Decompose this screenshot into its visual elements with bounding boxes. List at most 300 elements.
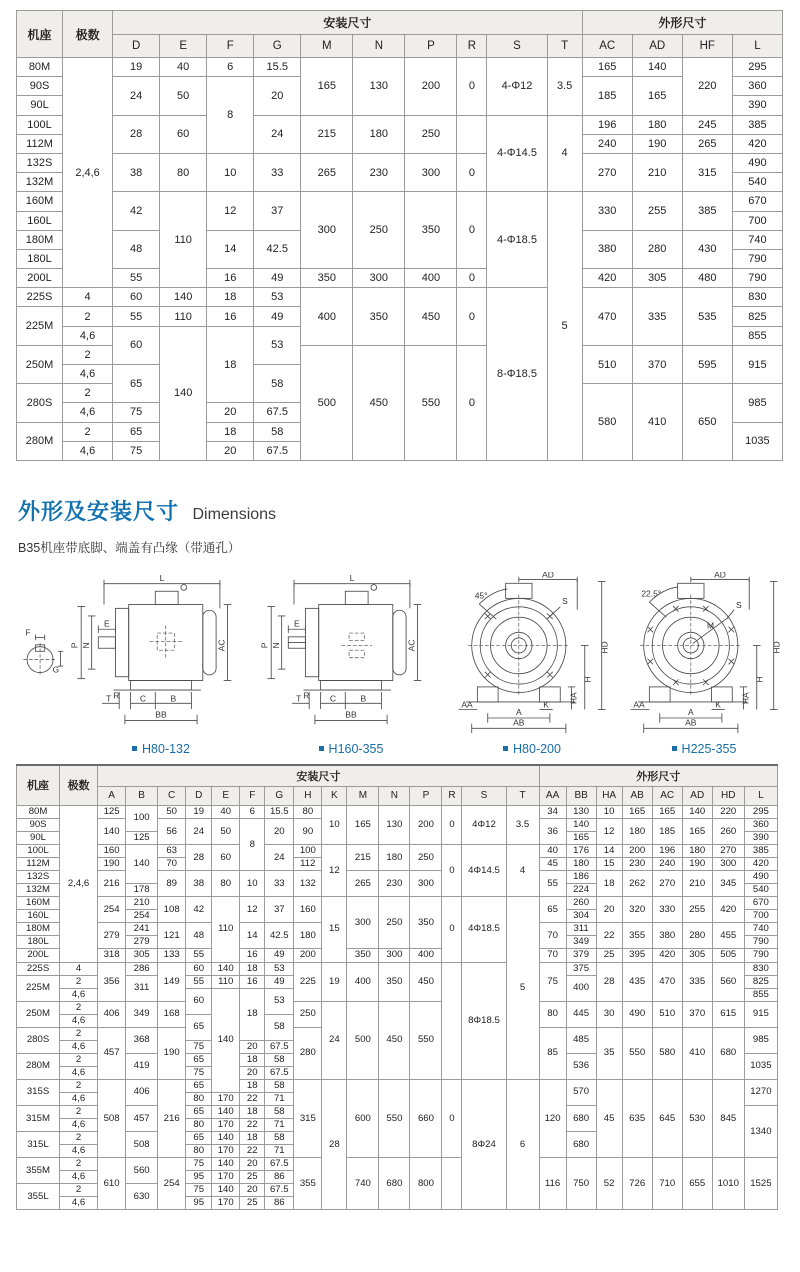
cell-BB: 311	[566, 923, 596, 936]
cell-H: 160	[294, 897, 322, 923]
cell-AC: 270	[652, 871, 682, 897]
cell-AD: 140	[682, 805, 712, 818]
dim-label-a: A	[515, 707, 522, 718]
cell-H: 112	[294, 858, 322, 871]
cell-HD: 615	[712, 1001, 744, 1027]
header-cell: 外形尺寸	[582, 11, 782, 35]
cell-P: 300	[410, 871, 442, 897]
dim-label-t: T	[106, 693, 112, 704]
cell-HA: 25	[596, 949, 622, 962]
dim-label-h: H	[754, 676, 765, 683]
motor-front-view-225	[618, 572, 790, 734]
cell-AD: 165	[632, 77, 682, 115]
cell-AC: 270	[582, 153, 632, 191]
cell-HA: 35	[596, 1027, 622, 1079]
cell-poles: 2	[63, 345, 113, 364]
cell-frame: 280M	[17, 1053, 60, 1079]
cell-frame: 160L	[17, 211, 63, 230]
cell-AC: 330	[582, 192, 632, 230]
dim-label-n: N	[80, 642, 91, 649]
cell-L: 670	[744, 897, 777, 910]
cell-L: 790	[732, 269, 782, 288]
cell-S: 4Φ12	[462, 805, 506, 844]
cell-AC: 510	[582, 345, 632, 383]
header-cell: G	[254, 35, 301, 58]
cell-HA: 22	[596, 923, 622, 949]
cell-frame: 160M	[17, 897, 60, 910]
cell-H: 280	[294, 1027, 322, 1079]
cell-D: 60	[186, 962, 212, 975]
cell-B: 305	[126, 949, 158, 962]
cell-A: 356	[98, 962, 126, 1001]
cell-G: 49	[265, 949, 294, 962]
cell-R: 0	[457, 269, 487, 288]
cell-HA: 18	[596, 871, 622, 897]
cell-AC: 710	[652, 1158, 682, 1210]
cell-frame: 112M	[17, 134, 63, 153]
cell-H: 250	[294, 1001, 322, 1027]
cell-M: 265	[347, 871, 379, 897]
cell-P: 300	[405, 153, 457, 191]
cell-F: 25	[240, 1197, 265, 1210]
header-cell: E	[212, 786, 240, 805]
cell-F: 6	[207, 58, 254, 77]
header-cell: B	[126, 786, 158, 805]
cell-AD: 140	[632, 58, 682, 77]
cell-P: 800	[410, 1158, 442, 1210]
dim-label-hd: HD	[599, 641, 610, 654]
cell-G: 71	[265, 1145, 294, 1158]
cell-frame: 100L	[17, 115, 63, 134]
cell-frame: 132S	[17, 871, 60, 884]
dim-label-h: H	[582, 676, 593, 683]
cell-F: 20	[207, 403, 254, 422]
cell-N: 450	[379, 1001, 410, 1079]
header-cell: AC	[582, 35, 632, 58]
shaft-section-drawing-wrap	[16, 624, 66, 691]
cell-B: 241	[126, 923, 158, 936]
header-cell: R	[457, 35, 487, 58]
header-cell: 外形尺寸	[539, 765, 777, 787]
cell-AA: 34	[539, 805, 566, 818]
cell-T: 5	[506, 897, 539, 1080]
cell-H: 100	[294, 845, 322, 858]
cell-poles: 2,4,6	[60, 805, 98, 962]
cell-T: 4	[506, 845, 539, 897]
cell-D: 55	[113, 307, 160, 326]
cell-L: 420	[732, 134, 782, 153]
cell-frame: 225M	[17, 975, 60, 1001]
cell-AB: 320	[622, 897, 652, 923]
cell-B: 349	[126, 1001, 158, 1027]
caption-h160-355: H160-355	[256, 742, 446, 756]
cell-S: 4Φ14.5	[462, 845, 506, 897]
cell-G: 33	[265, 871, 294, 897]
cell-P: 450	[410, 962, 442, 1001]
header-cell: P	[405, 35, 457, 58]
cell-frame: 250M	[17, 1001, 60, 1027]
cell-P: 400	[405, 269, 457, 288]
cell-D: 48	[186, 923, 212, 949]
cell-D: 42	[186, 897, 212, 923]
cell-F: 18	[240, 1132, 265, 1145]
cell-frame: 180M	[17, 230, 63, 249]
cell-frame: 180L	[17, 936, 60, 949]
header-cell: 极数	[63, 11, 113, 58]
cell-G: 67.5	[254, 403, 301, 422]
cell-P: 350	[410, 897, 442, 949]
cell-poles: 4,6	[60, 988, 98, 1001]
dim-label-n: N	[270, 642, 281, 649]
cell-H: 90	[294, 818, 322, 844]
cell-HD: 680	[712, 1027, 744, 1079]
cell-B: 311	[126, 975, 158, 1001]
cell-N: 130	[379, 805, 410, 844]
cell-D: 60	[186, 988, 212, 1014]
cell-A: 318	[98, 949, 126, 962]
header-cell: 机座	[17, 11, 63, 58]
cell-L: 855	[744, 988, 777, 1001]
header-cell: G	[265, 786, 294, 805]
cell-AD: 370	[632, 345, 682, 383]
header-cell: D	[113, 35, 160, 58]
cell-L: 740	[732, 230, 782, 249]
cell-D: 24	[113, 77, 160, 115]
cell-E: 60	[160, 115, 207, 153]
cell-BB: 176	[566, 845, 596, 858]
cell-P: 550	[405, 345, 457, 460]
cell-G: 20	[265, 818, 294, 844]
cell-D: 19	[113, 58, 160, 77]
header-cell: 安装尺寸	[98, 765, 539, 787]
cell-N: 680	[379, 1158, 410, 1210]
cell-G: 86	[265, 1197, 294, 1210]
dim-label-e: E	[293, 618, 300, 629]
cell-M: 350	[347, 949, 379, 962]
cell-R: 0	[457, 58, 487, 116]
cell-N: 230	[379, 871, 410, 897]
cell-E: 50	[160, 77, 207, 115]
cell-AC: 645	[652, 1079, 682, 1157]
cell-AD: 255	[632, 192, 682, 230]
cell-F: 20	[240, 1040, 265, 1053]
cell-F: 18	[240, 988, 265, 1040]
cell-AD: 165	[682, 818, 712, 844]
cell-N: 250	[379, 897, 410, 949]
cell-R: 0	[457, 192, 487, 269]
cell-HA: 30	[596, 1001, 622, 1027]
cell-P: 450	[405, 288, 457, 346]
dim-label-c: C	[329, 693, 337, 704]
dim-label-hd: HD	[771, 641, 782, 654]
cell-L: 915	[744, 1001, 777, 1027]
cell-poles: 2	[63, 422, 113, 441]
cell-F: 10	[207, 153, 254, 191]
cell-G: 67.5	[265, 1040, 294, 1053]
cell-G: 49	[254, 307, 301, 326]
cell-HD: 345	[712, 871, 744, 897]
cell-G: 71	[265, 1119, 294, 1132]
cell-AC: 185	[582, 77, 632, 115]
cell-F: 16	[207, 269, 254, 288]
dim-label-p: P	[259, 642, 270, 649]
bottom-dimension-table-section	[16, 764, 787, 1210]
header-cell: D	[186, 786, 212, 805]
cell-L: 490	[744, 871, 777, 884]
cell-BB: 375	[566, 962, 596, 975]
cell-L: 390	[732, 96, 782, 115]
cell-B: 508	[126, 1132, 158, 1158]
header-cell: M	[347, 786, 379, 805]
cell-R: 0	[457, 288, 487, 346]
dim-label-p: P	[69, 642, 80, 649]
cell-L: 1340	[744, 1106, 777, 1158]
cell-frame: 80M	[17, 58, 63, 77]
cell-E: 170	[212, 1092, 240, 1105]
cell-G: 67.5	[254, 441, 301, 460]
dim-label-k: K	[543, 699, 549, 710]
cell-K: 15	[322, 897, 347, 962]
cell-T: 5	[547, 192, 582, 461]
cell-R: 0	[457, 153, 487, 191]
cell-AC: 420	[582, 269, 632, 288]
cell-G: 42.5	[265, 923, 294, 949]
dim-label-g: G	[52, 664, 60, 675]
cell-G: 58	[265, 1053, 294, 1066]
cell-G: 20	[254, 77, 301, 115]
cell-L: 985	[732, 384, 782, 422]
cell-AA: 120	[539, 1079, 566, 1157]
header-cell: E	[160, 35, 207, 58]
cell-N: 450	[353, 345, 405, 460]
cell-L: 295	[732, 58, 782, 77]
cell-E: 170	[212, 1145, 240, 1158]
cell-AA: 116	[539, 1158, 566, 1210]
cell-frame: 180M	[17, 923, 60, 936]
cell-G: 53	[265, 988, 294, 1014]
cell-BB: 400	[566, 975, 596, 1001]
cell-E: 140	[212, 1132, 240, 1145]
cell-AC: 580	[582, 384, 632, 461]
cell-D: 60	[113, 288, 160, 307]
cell-N: 300	[379, 949, 410, 962]
cell-HF: 535	[682, 288, 732, 346]
cell-E: 140	[212, 1158, 240, 1171]
cell-M: 215	[347, 845, 379, 871]
cell-N: 300	[353, 269, 405, 288]
cell-HF: 430	[682, 230, 732, 268]
cell-L: 390	[744, 832, 777, 845]
cell-G: 58	[254, 365, 301, 403]
cell-AD: 335	[682, 962, 712, 1001]
cell-HA: 12	[596, 818, 622, 844]
cell-A: 279	[98, 923, 126, 949]
cell-HA: 45	[596, 1079, 622, 1157]
cell-S: 8-Φ18.5	[487, 288, 547, 461]
cell-BB: 379	[566, 949, 596, 962]
header-cell: 极数	[60, 765, 98, 806]
cell-AD: 530	[682, 1079, 712, 1157]
header-cell: 安装尺寸	[113, 11, 583, 35]
cell-E: 110	[160, 192, 207, 288]
cell-AC: 240	[652, 858, 682, 871]
cell-frame: 355M	[17, 1158, 60, 1184]
cell-R: 0	[457, 345, 487, 460]
cell-F: 22	[240, 1145, 265, 1158]
cell-G: 86	[265, 1171, 294, 1184]
dim-label-angle45: 45°	[474, 590, 488, 601]
cell-G: 58	[265, 1132, 294, 1145]
dim-label-e: E	[103, 618, 110, 629]
cell-L: 360	[732, 77, 782, 96]
cell-G: 42.5	[254, 230, 301, 268]
header-cell: AA	[539, 786, 566, 805]
cell-K: 12	[322, 845, 347, 897]
cell-frame: 132S	[17, 153, 63, 172]
cell-F: 12	[207, 192, 254, 230]
header-cell: R	[442, 786, 462, 805]
cell-H: 200	[294, 949, 322, 962]
cell-B: 630	[126, 1184, 158, 1210]
cell-A: 254	[98, 897, 126, 923]
cell-HD: 260	[712, 818, 744, 844]
cell-R	[442, 1158, 462, 1210]
cell-frame: 132M	[17, 884, 60, 897]
cell-frame: 160M	[17, 192, 63, 211]
top-dimension-table-section	[16, 10, 787, 461]
dim-label-ad: AD	[714, 571, 726, 580]
cell-F: 20	[240, 1184, 265, 1197]
cell-AB: 550	[622, 1027, 652, 1079]
cell-H: 315	[294, 1079, 322, 1157]
cell-AC: 580	[652, 1027, 682, 1079]
cell-AA: 85	[539, 1027, 566, 1079]
cell-HA: 28	[596, 962, 622, 1001]
cell-G: 58	[265, 1014, 294, 1040]
cell-frame: 225M	[17, 307, 63, 345]
cell-HD: 270	[712, 845, 744, 858]
cell-B: 140	[126, 845, 158, 884]
cell-M: 500	[301, 345, 353, 460]
cell-frame: 90L	[17, 96, 63, 115]
cell-M: 300	[347, 897, 379, 949]
cell-A: 160	[98, 845, 126, 858]
cell-F: 16	[240, 949, 265, 962]
cell-poles: 2	[60, 1184, 98, 1197]
cell-R	[457, 115, 487, 153]
cell-frame: 315M	[17, 1106, 60, 1132]
cell-F: 20	[240, 1066, 265, 1079]
cell-D: 75	[186, 1158, 212, 1171]
cell-B: 457	[126, 1106, 158, 1132]
cell-C: 133	[158, 949, 186, 962]
cell-D: 65	[186, 1132, 212, 1145]
cell-N: 180	[379, 845, 410, 871]
cell-AC: 510	[652, 1001, 682, 1027]
cell-M: 300	[301, 192, 353, 269]
cell-D: 60	[113, 326, 160, 364]
cell-BB: 186	[566, 871, 596, 884]
cell-R: 0	[442, 805, 462, 844]
dim-label-m: M	[707, 620, 715, 631]
cell-E: 60	[212, 845, 240, 871]
cell-L: 385	[744, 845, 777, 858]
cell-poles: 4,6	[60, 1040, 98, 1053]
shaft-section-drawing	[16, 624, 66, 686]
cell-AC: 240	[582, 134, 632, 153]
cell-C: 70	[158, 858, 186, 871]
cell-poles: 2,4,6	[63, 58, 113, 288]
bullet-square-icon	[503, 746, 508, 751]
cell-D: 19	[186, 805, 212, 818]
cell-L: 1035	[744, 1053, 777, 1079]
front-view-2-wrap	[618, 572, 790, 756]
cell-HD: 300	[712, 858, 744, 871]
cell-D: 75	[113, 403, 160, 422]
cell-F: 18	[240, 1053, 265, 1066]
cell-E: 140	[160, 288, 207, 307]
cell-G: 49	[265, 975, 294, 988]
cell-C: 168	[158, 1001, 186, 1027]
cell-C: 56	[158, 818, 186, 844]
cell-G: 33	[254, 153, 301, 191]
dim-label-b: B	[360, 693, 367, 704]
cell-D: 95	[186, 1197, 212, 1210]
bullet-square-icon	[672, 746, 677, 751]
cell-S: 4Φ18.5	[462, 897, 506, 962]
cell-E: 140	[212, 1106, 240, 1119]
cell-HD: 505	[712, 949, 744, 962]
cell-BB: 750	[566, 1158, 596, 1210]
dim-label-c: C	[139, 693, 147, 704]
cell-AC: 330	[652, 897, 682, 923]
cell-AA: 36	[539, 818, 566, 844]
dim-label-ac: AC	[216, 639, 227, 652]
cell-D: 55	[186, 975, 212, 988]
cell-frame: 315S	[17, 1079, 60, 1105]
dim-label-l: L	[349, 572, 355, 583]
cell-BB: 570	[566, 1079, 596, 1105]
cell-HF: 595	[682, 345, 732, 383]
cell-HD: 455	[712, 923, 744, 949]
dim-label-aa: AA	[633, 699, 645, 710]
cell-poles: 4,6	[63, 326, 113, 345]
cell-AC: 165	[582, 58, 632, 77]
cell-D: 55	[113, 269, 160, 288]
cell-AD: 410	[682, 1027, 712, 1079]
cell-poles: 4,6	[60, 1066, 98, 1079]
header-cell: T	[547, 35, 582, 58]
cell-L: 825	[744, 975, 777, 988]
cell-frame: 132M	[17, 173, 63, 192]
cell-D: 65	[113, 422, 160, 441]
cell-HF: 650	[682, 384, 732, 461]
header-cell: K	[322, 786, 347, 805]
cell-T: 3.5	[547, 58, 582, 116]
cell-F: 20	[207, 441, 254, 460]
cell-K: 10	[322, 805, 347, 844]
cell-HD: 220	[712, 805, 744, 818]
cell-D: 28	[186, 845, 212, 871]
cell-P: 400	[410, 949, 442, 962]
cell-AA: 70	[539, 923, 566, 949]
cell-D: 38	[186, 871, 212, 897]
cell-HF: 315	[682, 153, 732, 191]
cell-HF: 480	[682, 269, 732, 288]
cell-L: 790	[744, 936, 777, 949]
cell-G: 53	[254, 288, 301, 307]
cell-P: 550	[410, 1001, 442, 1079]
